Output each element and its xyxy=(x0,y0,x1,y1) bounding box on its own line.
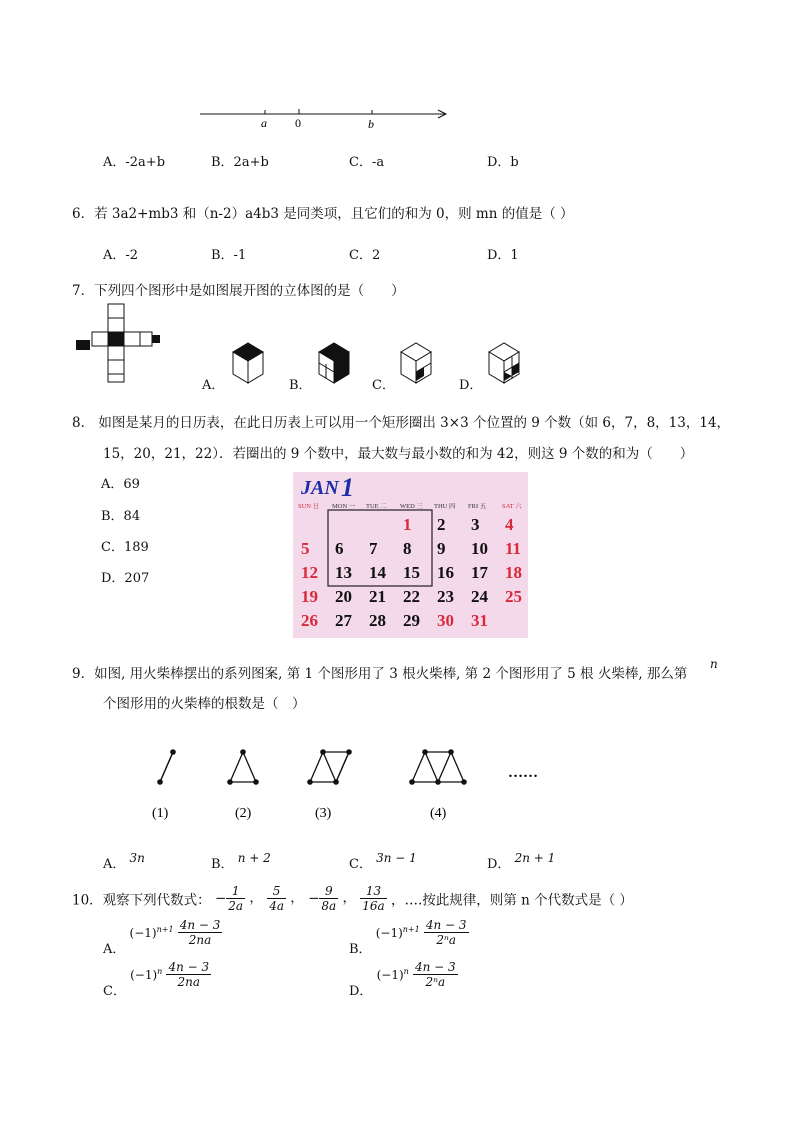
matchstick-node xyxy=(346,749,352,755)
cube-net-figure xyxy=(74,302,164,384)
matchstick xyxy=(243,752,256,782)
calendar-day: 23 xyxy=(437,587,454,606)
matchstick xyxy=(323,752,336,782)
calendar-day: 6 xyxy=(335,539,344,558)
q9-option-a-expr: 3n xyxy=(129,851,145,865)
q7-option-c[interactable]: C． xyxy=(372,378,395,393)
q5-option-a[interactable]: A．-2a+b xyxy=(103,155,166,170)
calendar-day: 5 xyxy=(301,539,310,558)
cube-d-icon[interactable] xyxy=(486,340,522,386)
matchstick-node xyxy=(409,779,415,785)
q6-option-c[interactable]: C．2 xyxy=(349,248,381,263)
calendar-header-4: THU 四 xyxy=(434,503,456,510)
calendar-header-1: MON 一 xyxy=(332,503,356,510)
calendar-day: 22 xyxy=(403,587,420,606)
calendar-day: 9 xyxy=(437,539,446,558)
calendar-day: 28 xyxy=(369,611,386,630)
q10-option-b[interactable]: B． $(-1)^{n+1}$ $\frac{4n - 3}{\text{2ⁿa}}$ xyxy=(349,918,467,957)
q8-text-line1: 8． 如图是某月的日历表，在此日历表上可以用一个矩形圈出 3×3 个位置的 9 个数（如 6，7，8，13，14， xyxy=(72,415,731,431)
q10-suffix: ，….按此规律，则第 n 个代数式是（ ） xyxy=(391,892,633,909)
q10-option-c[interactable]: C． $(-1)^n$ $\frac{4n - 3}{2na}$ xyxy=(103,960,210,999)
calendar-day: 15 xyxy=(403,563,420,582)
q9-option-c-expr: 3n − 1 xyxy=(376,851,417,865)
calendar-day: 17 xyxy=(471,563,488,582)
q9-option-b-expr: n + 2 xyxy=(237,851,271,865)
calendar-day: 27 xyxy=(335,611,352,630)
figure-label-1: (1) xyxy=(152,806,169,821)
calendar-day: 7 xyxy=(369,539,378,558)
q8-text-line2: 15，20，21，22）．若圈出的 9 个数中，最大数与最小数的和为 42，则这 9 个数的和为（ ） xyxy=(103,446,694,462)
calendar-header-0: SUN 日 xyxy=(298,503,320,510)
q6-option-b[interactable]: B．-1 xyxy=(211,248,247,263)
q9-option-c[interactable] xyxy=(349,853,417,872)
calendar-day: 2 xyxy=(437,515,446,534)
matchstick-node xyxy=(157,779,163,785)
calendar-day: 18 xyxy=(505,563,522,582)
q9-option-d-label: D． xyxy=(487,857,511,872)
q7-option-d[interactable]: D． xyxy=(459,378,483,393)
matchstick xyxy=(336,752,349,782)
matchstick xyxy=(230,752,243,782)
matchstick xyxy=(310,752,323,782)
matchstick xyxy=(425,752,438,782)
matchstick xyxy=(438,752,451,782)
calendar-day: 19 xyxy=(301,587,318,606)
matchstick-figures xyxy=(150,745,560,825)
calendar-day: 25 xyxy=(505,587,522,606)
matchstick-node xyxy=(461,779,467,785)
q10-option-a[interactable]: A． $(-1)^{n+1}$ $\frac{4n - 3}{2na}$ xyxy=(103,918,221,957)
numberline-label-zero: 0 xyxy=(295,116,301,130)
figure-label-3: (3) xyxy=(315,806,332,821)
calendar-image xyxy=(293,472,528,638)
q9-option-a[interactable] xyxy=(103,853,145,872)
q9-option-b[interactable] xyxy=(211,853,271,872)
q7-text: 7．下列四个图形中是如图展开图的立体图的是（ ） xyxy=(72,283,405,299)
matchstick xyxy=(412,752,425,782)
figure-label-4: (4) xyxy=(430,806,447,821)
q10-term-2: $\frac{5}{4a}$ xyxy=(269,884,284,913)
calendar-header-2: TUE 二 xyxy=(366,503,387,510)
calendar-day: 4 xyxy=(505,515,514,534)
q6-option-a[interactable]: A．-2 xyxy=(103,248,139,263)
matchstick-node xyxy=(320,749,326,755)
calendar-day: 1 xyxy=(403,515,412,534)
cube-b-icon[interactable] xyxy=(316,340,352,386)
q9-option-a-label: A． xyxy=(103,857,126,872)
calendar-day: 13 xyxy=(335,563,352,582)
matchstick-node xyxy=(448,749,454,755)
q8-option-c[interactable]: C．189 xyxy=(101,540,149,555)
q9-text-line1: 9．如图, 用火柴棒摆出的系列图案, 第 1 个图形用了 3 根火柴棒, 第 2 个图形用了 5 根 火柴棒, 那么第 xyxy=(72,666,688,682)
q9-option-d[interactable] xyxy=(487,853,555,872)
calendar-day: 21 xyxy=(369,587,386,606)
calendar-day: 24 xyxy=(471,587,488,606)
q9-option-d-expr: 2n + 1 xyxy=(514,851,556,865)
calendar-day: 3 xyxy=(471,515,480,534)
matchstick-node xyxy=(307,779,313,785)
calendar-day: 26 xyxy=(301,611,318,630)
matchstick xyxy=(160,752,173,782)
numberline-label-a: a xyxy=(261,116,267,130)
q9-option-b-label: B． xyxy=(211,857,234,872)
matchstick-node xyxy=(333,779,339,785)
q10-prefix: 10．观察下列代数式： xyxy=(72,892,211,909)
matchstick xyxy=(451,752,464,782)
cube-a-icon[interactable] xyxy=(230,340,266,386)
q10-stem: 10．观察下列代数式： − $\frac{1}{2a}$ ， $\frac{5}{4a}$ ， − $\frac{9}{8a}$ ， $\frac{13}{16a}$ ，….按此规律，则第 n 个代数式是（ ） xyxy=(72,884,633,913)
calendar-day: 10 xyxy=(471,539,488,558)
q8-option-b[interactable]: B．84 xyxy=(101,509,141,524)
q9-variable-n: n xyxy=(710,657,718,671)
calendar-day: 11 xyxy=(505,539,522,558)
calendar-header-5: FRI 五 xyxy=(468,503,487,510)
matchstick-node xyxy=(240,749,246,755)
q10-term-1: − $\frac{1}{2a}$ xyxy=(214,884,244,913)
matchstick-node xyxy=(435,779,441,785)
cube-c-icon[interactable] xyxy=(398,340,434,386)
matchstick-node xyxy=(170,749,176,755)
calendar-day: 16 xyxy=(437,563,454,582)
calendar-title-number: 1 xyxy=(341,473,354,502)
matchstick-node xyxy=(422,749,428,755)
q10-term-4: $\frac{13}{16a}$ xyxy=(362,884,385,913)
calendar-grid xyxy=(293,472,528,638)
calendar-day: 8 xyxy=(403,539,412,558)
q5-option-b[interactable]: B．2a+b xyxy=(211,155,269,170)
numberline-label-b: b xyxy=(368,117,374,131)
calendar-title: JAN xyxy=(301,477,339,499)
number-line xyxy=(195,100,455,132)
ellipsis: …… xyxy=(508,765,538,781)
matchstick-node xyxy=(227,779,233,785)
calendar-day: 31 xyxy=(471,611,488,630)
q6-option-d[interactable]: D．1 xyxy=(487,248,519,263)
calendar-day: 12 xyxy=(301,563,318,582)
figure-label-2: (2) xyxy=(235,806,252,821)
calendar-day: 14 xyxy=(369,563,386,582)
calendar-header-6: SAT 六 xyxy=(502,503,522,510)
q8-option-a[interactable]: A．69 xyxy=(101,477,140,492)
q10-term-3: − $\frac{9}{8a}$ xyxy=(308,884,337,913)
q10-option-d[interactable]: D． $(-1)^n$ $\frac{4n - 3}{\text{2ⁿa}}$ xyxy=(349,960,456,999)
calendar-day: 30 xyxy=(437,611,454,630)
calendar-day: 29 xyxy=(403,611,420,630)
q6-text: 6．若 3a2+mb3 和（n-2）a4b3 是同类项，且它们的和为 0，则 mn 的值是（ ） xyxy=(72,206,574,222)
q7-option-a[interactable]: A． xyxy=(202,378,225,393)
calendar-header-3: WED 三 xyxy=(400,503,423,510)
q5-option-d[interactable]: D．b xyxy=(487,155,519,170)
q9-option-c-label: C． xyxy=(349,857,372,872)
q7-option-b[interactable]: B． xyxy=(289,378,312,393)
q9-text-line2: 个图形用的火柴棒的根数是（ ） xyxy=(103,696,306,712)
matchstick-node xyxy=(253,779,259,785)
q5-option-c[interactable]: C．-a xyxy=(349,155,385,170)
calendar-day: 20 xyxy=(335,587,352,606)
q8-option-d[interactable]: D．207 xyxy=(101,571,150,586)
